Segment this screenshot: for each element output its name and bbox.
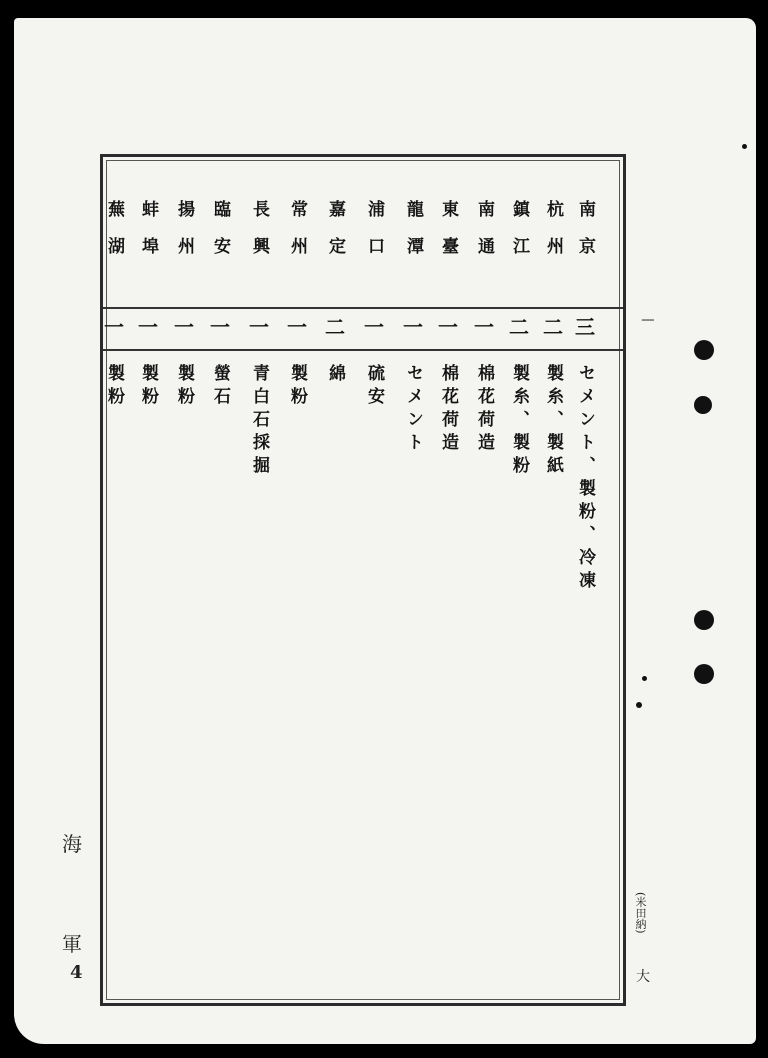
industry-list: 棉花荷造 [474, 364, 494, 456]
location-name: 東臺 [438, 200, 458, 274]
industry-list: セメント [403, 364, 423, 456]
factory-count: 二 [543, 315, 563, 339]
industry-list: 製粉 [104, 364, 124, 410]
factory-count: 一 [438, 315, 458, 339]
location-name: 南通 [474, 200, 494, 274]
binding-hole [694, 664, 714, 684]
margin-label-navy-2: 軍 [62, 932, 82, 956]
margin-annotation: (米田納) [634, 892, 647, 934]
location-name: 臨安 [210, 200, 230, 274]
factory-count: 一 [403, 315, 423, 339]
location-name: 長興 [249, 200, 269, 274]
factory-count: 一 [287, 315, 307, 339]
industry-list: 製糸、製紙 [543, 364, 563, 479]
factory-count: 一 [474, 315, 494, 339]
location-name: 杭州 [543, 200, 563, 274]
margin-label-number: 4 [70, 962, 83, 983]
industry-list: 製粉 [287, 364, 307, 410]
industry-list: 硫安 [364, 364, 384, 410]
location-name: 蕪湖 [104, 200, 124, 274]
location-name: 龍潭 [403, 200, 423, 274]
location-name: 揚州 [174, 200, 194, 274]
factory-count: 三 [575, 315, 595, 339]
margin-tick-mark: | [642, 318, 656, 323]
factory-count: 一 [364, 315, 384, 339]
factory-count: 二 [509, 315, 529, 339]
location-name: 浦口 [364, 200, 384, 274]
factory-count: 一 [249, 315, 269, 339]
factory-count: 一 [104, 315, 124, 339]
industry-list: 棉花荷造 [438, 364, 458, 456]
industry-list: 製糸、製粉 [509, 364, 529, 479]
ink-speck [636, 702, 642, 708]
factory-count: 二 [325, 315, 345, 339]
factory-count: 一 [138, 315, 158, 339]
factory-count: 一 [174, 315, 194, 339]
location-name: 常州 [287, 200, 307, 274]
margin-page-mark: 大 [636, 969, 650, 985]
table-divider-upper [103, 307, 623, 309]
binding-hole [694, 340, 714, 360]
industry-list: 青白石採掘 [249, 364, 269, 479]
margin-label-navy-1: 海 [62, 832, 82, 856]
industry-list: 製粉 [174, 364, 194, 410]
location-name: 蚌埠 [138, 200, 158, 274]
industry-list: 螢石 [210, 364, 230, 410]
document-page [14, 18, 756, 1044]
binding-hole [694, 396, 712, 414]
table-divider-lower [103, 349, 623, 351]
location-name: 南京 [575, 200, 595, 274]
location-name: 嘉定 [325, 200, 345, 274]
industry-list: セメント、製粉、冷凍 [575, 364, 595, 594]
table-frame [100, 154, 626, 1006]
location-name: 鎮江 [509, 200, 529, 274]
ink-speck [642, 676, 647, 681]
industry-list: 製粉 [138, 364, 158, 410]
binding-hole [694, 610, 714, 630]
factory-count: 一 [210, 315, 230, 339]
ink-speck [742, 144, 747, 149]
industry-list: 綿 [325, 364, 345, 387]
